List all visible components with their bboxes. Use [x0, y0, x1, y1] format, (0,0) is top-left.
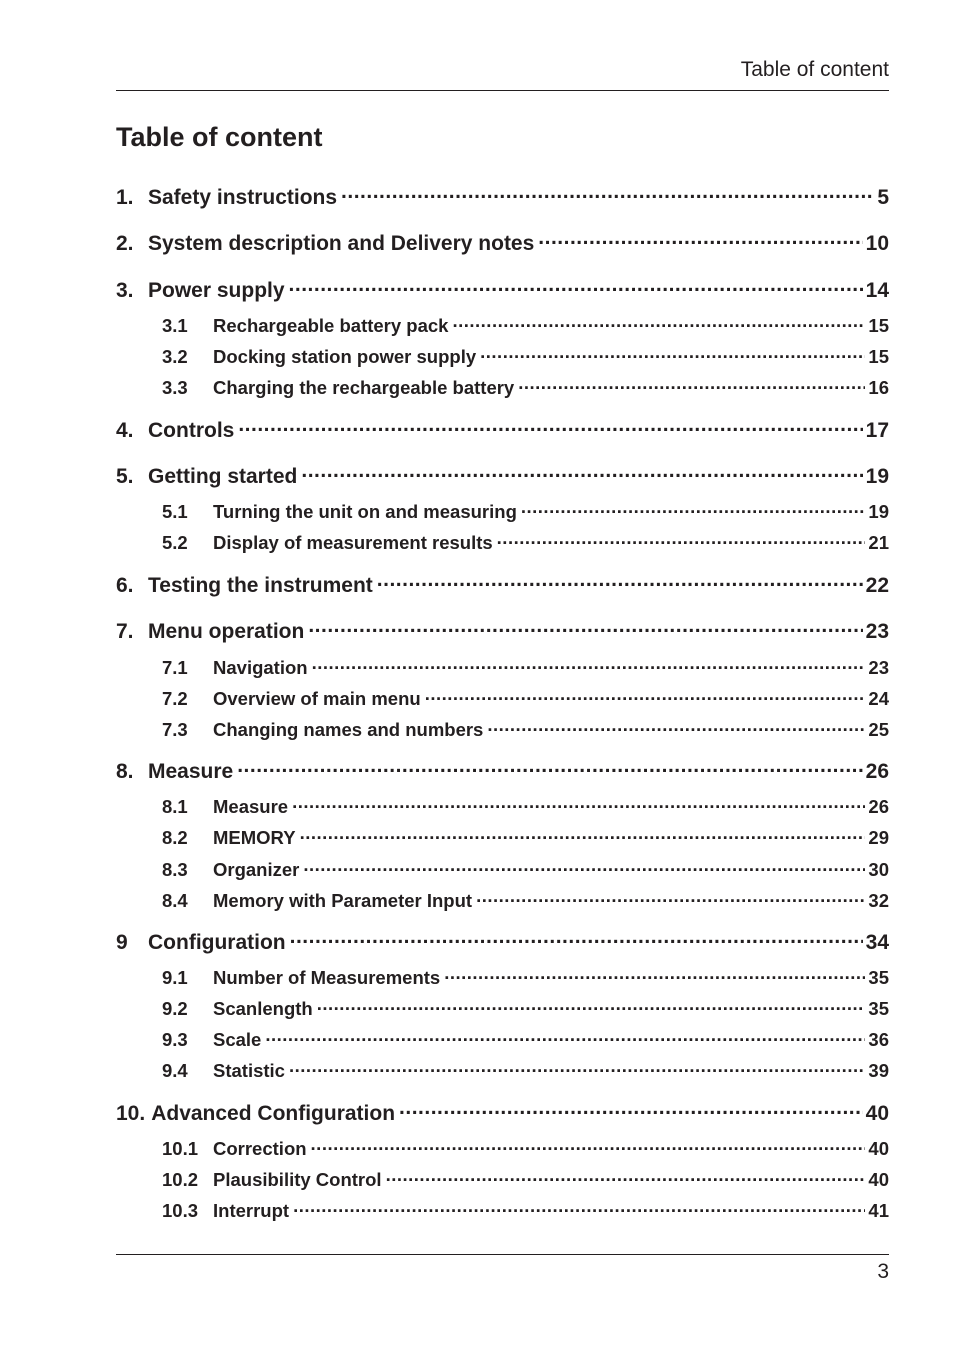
toc-entry-number: 7.: [116, 620, 134, 643]
toc-entry-number: 9.1: [162, 966, 188, 988]
toc-entry-number: 5.: [116, 465, 134, 488]
toc-entry-number: 7.2: [162, 687, 188, 709]
toc-entry-page: 10: [865, 232, 889, 255]
dot-leader: [293, 1198, 865, 1217]
toc-entry-page: 35: [868, 966, 889, 988]
toc-section-entry[interactable]: [162, 794, 889, 818]
dot-leader: [289, 276, 863, 297]
toc-entry-title: Testing the instrument: [148, 574, 373, 597]
toc-section-entry[interactable]: [162, 1058, 889, 1082]
toc-entry-title: Scanlength: [213, 997, 313, 1019]
toc-entry-title: Overview of main menu: [213, 687, 421, 709]
toc-entry-page: 22: [865, 574, 889, 597]
dot-leader: [312, 655, 866, 674]
toc-entry-title: Scale: [213, 1028, 262, 1050]
toc-entry-title: Display of measurement results: [213, 531, 493, 553]
toc-section-entry[interactable]: [162, 1167, 889, 1191]
toc-entry-number: 3.: [116, 279, 134, 302]
dot-leader: [311, 1136, 866, 1155]
toc-entry-number: 10.: [116, 1102, 146, 1125]
toc-entry-title: Changing names and numbers: [213, 718, 484, 740]
toc-entry-number: 8.1: [162, 795, 188, 817]
toc-entry-title: Configuration: [148, 931, 286, 954]
dot-leader: [238, 416, 862, 437]
dot-leader: [301, 462, 862, 483]
toc-entry-page: 41: [868, 1199, 889, 1221]
toc-entry-title: Correction: [213, 1137, 307, 1159]
toc-entry-page: 32: [868, 889, 889, 911]
toc-entry-number: 3.3: [162, 376, 188, 398]
toc-entry-title: Measure: [148, 760, 234, 783]
toc-entry-title: Docking station power supply: [213, 345, 477, 367]
toc-entry-page: 40: [868, 1168, 889, 1190]
toc-entry-page: 34: [865, 931, 889, 954]
toc-entry-title: Power supply: [148, 279, 285, 302]
toc-section-entry[interactable]: [162, 1027, 889, 1051]
toc-chapter-entry[interactable]: [116, 229, 889, 256]
toc-entry-title: Menu operation: [148, 620, 305, 643]
page-title: Table of content: [116, 122, 323, 152]
toc-chapter-entry[interactable]: [116, 757, 889, 784]
dot-leader: [265, 1027, 865, 1046]
toc-section-entry[interactable]: [162, 686, 889, 710]
dot-leader: [521, 499, 866, 518]
footer-rule: [116, 1254, 889, 1255]
toc-chapter-entry[interactable]: [116, 276, 889, 303]
toc-chapter-entry[interactable]: [116, 416, 889, 443]
toc-entry-page: 29: [868, 826, 889, 848]
toc-entry-page: 36: [868, 1028, 889, 1050]
dot-leader: [487, 717, 865, 736]
dot-leader: [452, 313, 865, 332]
toc-entry-page: 39: [868, 1059, 889, 1081]
dot-leader: [425, 686, 866, 705]
toc-entry-number: 9.3: [162, 1028, 188, 1050]
dot-leader: [289, 1058, 865, 1077]
toc-entry-title: Measure: [213, 795, 289, 817]
toc-chapter-entry[interactable]: [116, 462, 889, 489]
toc-section-entry[interactable]: [162, 996, 889, 1020]
toc-entry-number: 9: [116, 931, 128, 954]
toc-entry-page: 26: [868, 795, 889, 817]
header-rule: [116, 90, 889, 91]
toc-section-entry[interactable]: [162, 888, 889, 912]
dot-leader: [476, 888, 865, 907]
dot-leader: [386, 1167, 866, 1186]
toc-entry-number: 10.1: [162, 1137, 199, 1159]
toc-entry-title: Interrupt: [213, 1199, 290, 1221]
toc-section-entry[interactable]: [162, 530, 889, 554]
toc-entry-number: 3.2: [162, 345, 188, 367]
toc-entry-page: 23: [868, 656, 889, 678]
toc-entry-title: Organizer: [213, 858, 300, 880]
dot-leader: [444, 965, 865, 984]
toc-entry-number: 6.: [116, 574, 134, 597]
toc-section-entry[interactable]: [162, 655, 889, 679]
toc-section-entry[interactable]: [162, 717, 889, 741]
toc-section-entry[interactable]: [162, 857, 889, 881]
toc-entry-number: 8.3: [162, 858, 188, 880]
toc-entry-number: 9.2: [162, 997, 188, 1019]
toc-entry-page: 16: [868, 376, 889, 398]
toc-entry-number: 3.1: [162, 314, 188, 336]
toc-entry-page: 23: [865, 620, 889, 643]
toc-entry-page: 19: [868, 500, 889, 522]
toc-entry-page: 5: [877, 186, 889, 209]
toc-entry-page: 24: [868, 687, 889, 709]
dot-leader: [300, 825, 866, 844]
toc-entry-page: 21: [868, 531, 889, 553]
toc-entry-title: Number of Measurements: [213, 966, 441, 988]
toc-chapter-entry[interactable]: [116, 928, 889, 955]
toc-entry-page: 15: [868, 345, 889, 367]
toc-entry-number: 10.2: [162, 1168, 199, 1190]
page-number: 3: [877, 1260, 889, 1283]
dot-leader: [237, 757, 862, 778]
toc-entry-page: 35: [868, 997, 889, 1019]
toc-entry-page: 26: [865, 760, 889, 783]
toc-entry-number: 8.2: [162, 826, 188, 848]
dot-leader: [303, 857, 865, 876]
toc-entry-number: 2.: [116, 232, 134, 255]
toc-entry-title: Controls: [148, 419, 235, 442]
dot-leader: [377, 571, 863, 592]
toc-section-entry[interactable]: [162, 375, 889, 399]
toc-entry-number: 4.: [116, 419, 134, 442]
toc-entry-title: System description and Delivery notes: [148, 232, 535, 255]
dot-leader: [497, 530, 866, 549]
toc-entry-title: Rechargeable battery pack: [213, 314, 449, 336]
dot-leader: [518, 375, 865, 394]
toc-entry-page: 25: [868, 718, 889, 740]
toc-entry-title: Statistic: [213, 1059, 285, 1081]
toc-section-entry[interactable]: [162, 313, 889, 337]
toc-entry-title: Navigation: [213, 656, 308, 678]
dot-leader: [341, 183, 874, 204]
toc-entry-page: 14: [865, 279, 889, 302]
toc-entry-page: 17: [865, 419, 889, 442]
toc-section-entry[interactable]: [162, 1136, 889, 1160]
toc-section-entry[interactable]: [162, 344, 889, 368]
toc-section-entry[interactable]: [162, 1198, 889, 1222]
toc-entry-title: Plausibility Control: [213, 1168, 382, 1190]
toc-entry-page: 30: [868, 858, 889, 880]
toc-entry-title: Turning the unit on and measuring: [213, 500, 517, 522]
toc-entry-number: 9.4: [162, 1059, 188, 1081]
toc-entry-title: Advanced Configuration: [151, 1102, 396, 1125]
toc-entry-number: 5.1: [162, 500, 188, 522]
toc-entry-title: Memory with Parameter Input: [213, 889, 473, 911]
dot-leader: [538, 229, 862, 250]
toc-chapter-entry[interactable]: [116, 571, 889, 598]
toc-entry-title: Safety instructions: [148, 186, 338, 209]
toc-entry-number: 7.1: [162, 656, 188, 678]
toc-chapter-entry[interactable]: [116, 1099, 889, 1126]
dot-leader: [399, 1099, 863, 1120]
toc-chapter-entry[interactable]: [116, 183, 889, 210]
toc-entry-number: 8.: [116, 760, 134, 783]
toc-section-entry[interactable]: [162, 499, 889, 523]
dot-leader: [308, 617, 862, 638]
dot-leader: [317, 996, 866, 1015]
toc-entry-page: 19: [865, 465, 889, 488]
toc-entry-number: 7.3: [162, 718, 188, 740]
toc-entry-title: Charging the rechargeable battery: [213, 376, 515, 398]
dot-leader: [292, 794, 865, 813]
toc-entry-number: 1.: [116, 186, 134, 209]
toc-entry-number: 8.4: [162, 889, 188, 911]
running-header: Table of content: [740, 58, 889, 81]
dot-leader: [480, 344, 865, 363]
dot-leader: [290, 928, 863, 949]
toc-entry-number: 5.2: [162, 531, 188, 553]
toc-entry-page: 40: [865, 1102, 889, 1125]
toc-entry-page: 40: [868, 1137, 889, 1159]
toc-section-entry[interactable]: [162, 965, 889, 989]
toc-entry-title: MEMORY: [213, 826, 296, 848]
toc-entry-number: 10.3: [162, 1199, 199, 1221]
toc-chapter-entry[interactable]: [116, 617, 889, 644]
toc-entry-title: Getting started: [148, 465, 298, 488]
toc-section-entry[interactable]: [162, 825, 889, 849]
toc-entry-page: 15: [868, 314, 889, 336]
